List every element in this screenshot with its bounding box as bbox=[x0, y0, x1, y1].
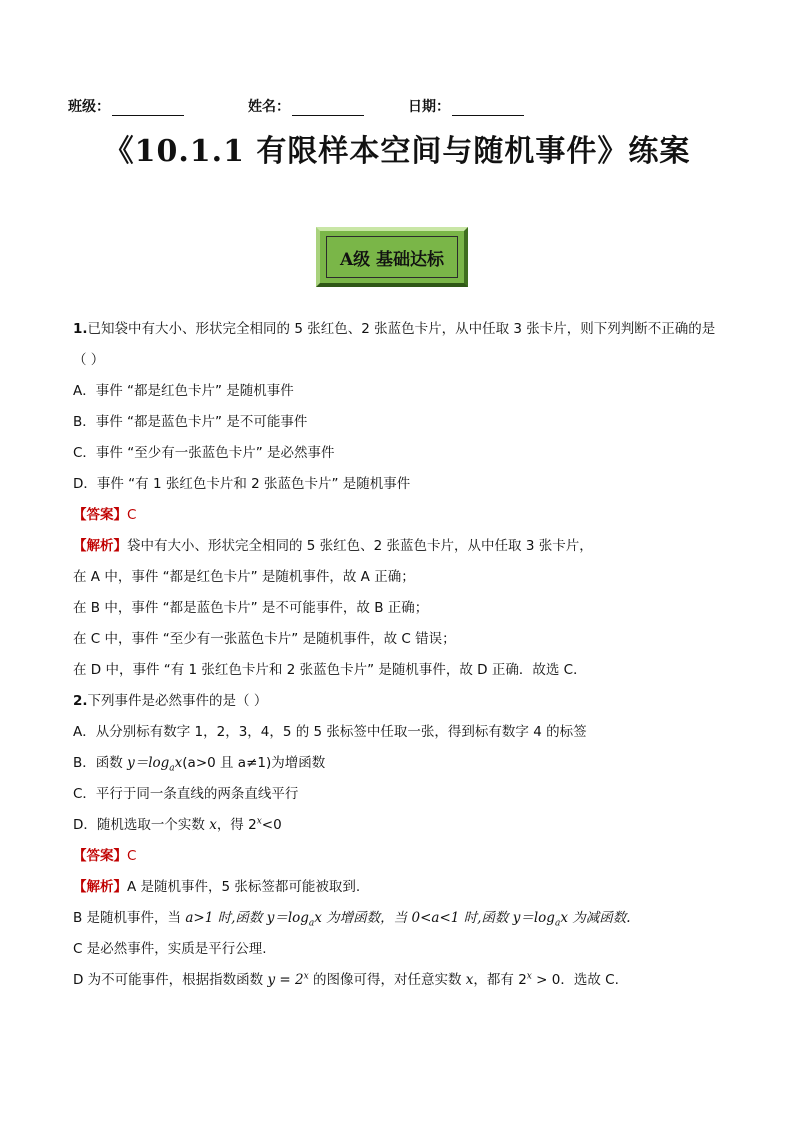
date-field[interactable]: 日期： bbox=[408, 96, 524, 116]
q1-answer: 【答案】C bbox=[73, 507, 137, 523]
q1-option-b: B．事件 “都是蓝色卡片” 是不可能事件 bbox=[73, 414, 308, 430]
q1-analysis-4: 在 D 中，事件 “有 1 张红色卡片和 2 张蓝色卡片” 是随机事件，故 D 正确．故选 C． bbox=[73, 662, 587, 678]
q1-option-d: D．事件 “有 1 张红色卡片和 2 张蓝色卡片” 是随机事件 bbox=[73, 476, 411, 492]
q1-analysis-3: 在 C 中，事件 “至少有一张蓝色卡片” 是随机事件，故 C 错误； bbox=[73, 631, 456, 647]
level-badge bbox=[316, 227, 468, 287]
q1-paren: （ ） bbox=[73, 352, 105, 368]
q2-option-d: D．随机选取一个实数 x，得 $2^x<0$ bbox=[73, 816, 282, 833]
q1-analysis-0: 【解析】袋中有大小、形状完全相同的 5 张红色、2 张蓝色卡片，从中任取 3 张卡片， bbox=[73, 538, 593, 554]
q1-stem: 1.已知袋中有大小、形状完全相同的 5 张红色、2 张蓝色卡片，从中任取 3 张卡片，则下列判断不正确的是 bbox=[73, 321, 716, 337]
class-blank[interactable] bbox=[112, 101, 184, 116]
q1-analysis-2: 在 B 中，事件 “都是蓝色卡片” 是不可能事件，故 B 正确； bbox=[73, 600, 429, 616]
q2-analysis-d: D 为不可能事件，根据指数函数 $y = 2^x$ 的图像可得，对任意实数 x，都有 $2^x > 0$．选故 C. bbox=[73, 971, 619, 988]
q1-analysis-1: 在 A 中，事件 “都是红色卡片” 是随机事件，故 A 正确； bbox=[73, 569, 415, 585]
level-badge-label: A级 基础达标 bbox=[326, 236, 458, 278]
q1-option-c: C．事件 “至少有一张蓝色卡片” 是必然事件 bbox=[73, 445, 335, 461]
q2-answer: 【答案】C bbox=[73, 848, 137, 864]
class-field[interactable]: 班级： bbox=[68, 96, 184, 116]
q2-option-b: B．函数 $y=\log_ax(a>0$ 且 a≠1)为增函数 bbox=[73, 755, 326, 774]
q2-option-a: A．从分别标有数字 1，2，3，4，5 的 5 张标签中任取一张，得到标有数字 4 的标签 bbox=[73, 724, 587, 740]
q2-analysis-a: 【解析】A 是随机事件，5 张标签都可能被取到. bbox=[73, 879, 361, 895]
q1-option-a: A．事件 “都是红色卡片” 是随机事件 bbox=[73, 383, 294, 399]
name-blank[interactable] bbox=[292, 101, 364, 116]
exercise-content bbox=[73, 314, 733, 996]
q2-analysis-b: B 是随机事件，当 a>1 时,函数 $y=\log_ax$ 为增函数，当 0<a<1 时,函数 $y=\log_ax$ 为减函数. bbox=[73, 910, 631, 929]
name-field[interactable]: 姓名： bbox=[248, 96, 364, 116]
q2-option-c: C．平行于同一条直线的两条直线平行 bbox=[73, 786, 299, 802]
date-blank[interactable] bbox=[452, 101, 524, 116]
page-title: 《10.1.1 有限样本空间与随机事件》练案 bbox=[103, 134, 691, 169]
q2-analysis-c: C 是必然事件，实质是平行公理. bbox=[73, 941, 267, 957]
q2-stem: 2.下列事件是必然事件的是（ ） bbox=[73, 693, 268, 709]
